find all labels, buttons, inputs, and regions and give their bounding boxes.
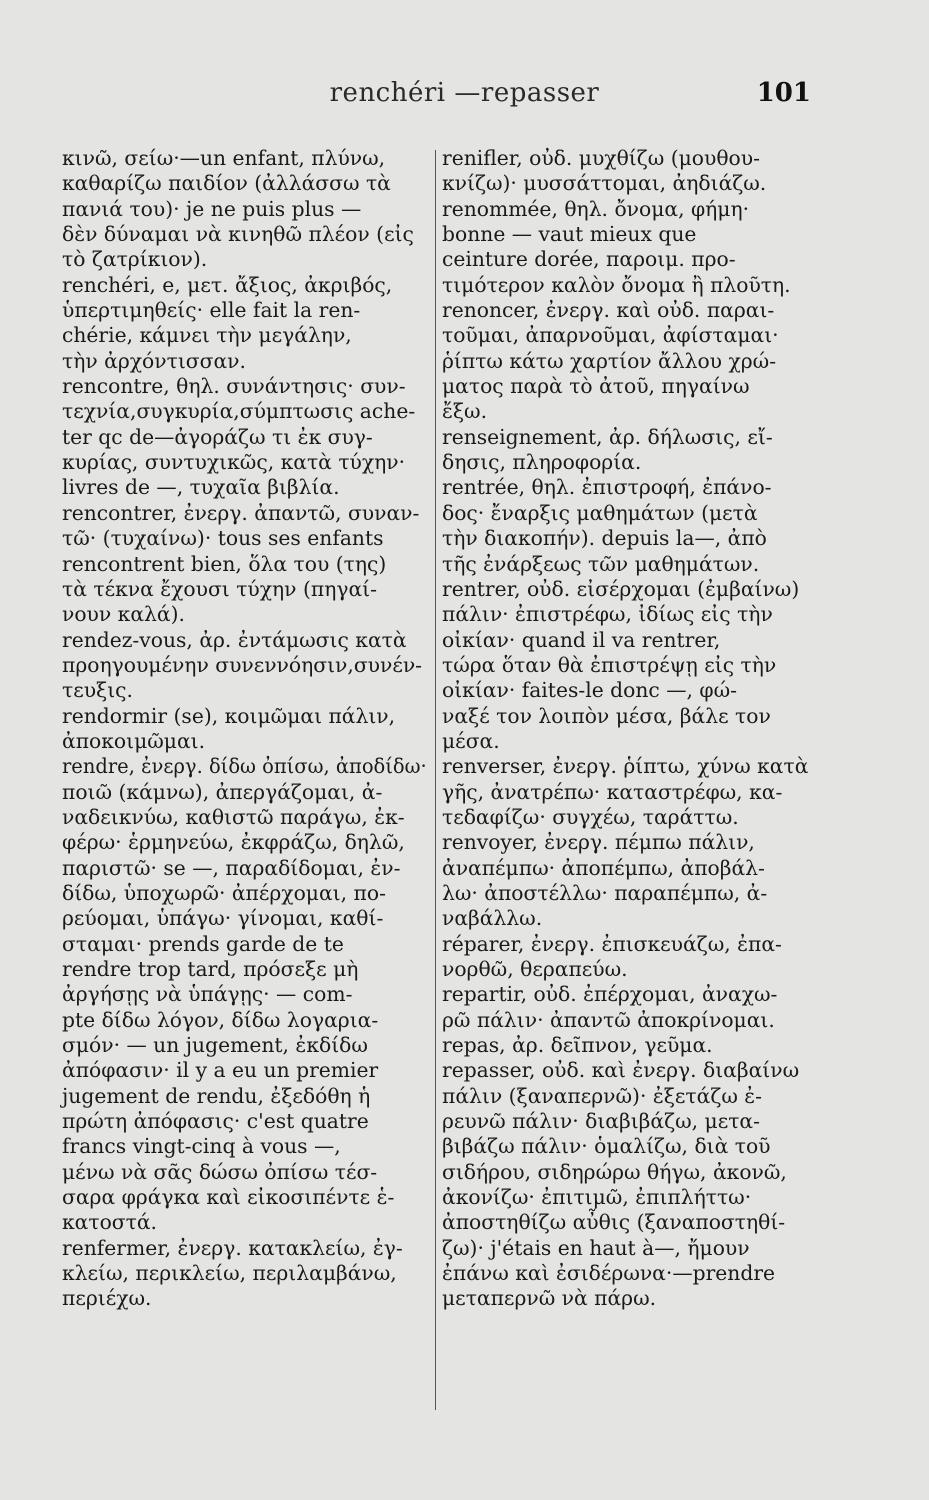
text-line: τιμότερον καλὸν ὄνομα ἢ πλοῦτη. bbox=[442, 272, 791, 297]
text-line: renverser, ἐνεργ. ῥίπτω, χύνω κατὰ bbox=[442, 754, 809, 779]
page-number: 101 bbox=[756, 78, 811, 108]
column-divider bbox=[435, 150, 436, 1410]
text-line: φέρω· ἑρμηνεύω, ἐκφράζω, δηλῶ, bbox=[62, 830, 405, 855]
text-line: τῶ· (τυχαίνω)· tous ses enfants bbox=[62, 526, 384, 551]
text-line: παριστῶ· se —, παραδίδομαι, ἐν- bbox=[62, 855, 401, 880]
right-column bbox=[442, 146, 822, 1312]
text-line: τευξις. bbox=[62, 678, 133, 703]
text-line: chérie, κάμνει τὴν μεγάλην, bbox=[62, 323, 352, 348]
text-line: repas, ἀρ. δεῖπνον, γεῦμα. bbox=[442, 1033, 713, 1058]
text-line: rendre, ἐνεργ. δίδω ὀπίσω, ἀποδίδω· bbox=[62, 754, 427, 779]
text-line: ἀναπέμπω· ἀποπέμπω, ἀποβάλ- bbox=[442, 855, 765, 880]
text-line: νορθῶ, θεραπεύω. bbox=[442, 957, 628, 981]
text-line: τὰ τέκνα ἔχουσι τύχην (πηγαί- bbox=[62, 576, 377, 601]
text-line: ἀπόφασιν· il y a eu un premier bbox=[62, 1058, 379, 1083]
text-line: rencontrent bien, ὅλα του (της) bbox=[62, 551, 387, 576]
text-line: ναδεικνύω, καθιστῶ παράγω, ἐκ- bbox=[62, 804, 405, 829]
text-line: repartir, οὐδ. ἐπέρχομαι, ἀναχω- bbox=[442, 982, 778, 1007]
text-line: ρεύομαι, ὑπάγω· γίνομαι, καθί- bbox=[62, 906, 384, 931]
text-line: ρῶ πάλιν· ἀπαντῶ ἀποκρίνομαι. bbox=[442, 1007, 775, 1032]
text-line: τὴν διακοπήν). depuis la—, ἀπὸ bbox=[442, 526, 767, 551]
text-line: τοῦμαι, ἀπαρνοῦμαι, ἀφίσταμαι· bbox=[442, 323, 779, 348]
text-line: renchéri, e, μετ. ἄξιος, ἀκριβός, bbox=[62, 272, 393, 297]
text-line: πανιά του)· je ne puis plus — bbox=[62, 196, 362, 221]
text-line: νουν καλά). bbox=[62, 602, 185, 627]
text-line: bonne — vaut mieux que bbox=[442, 222, 697, 247]
text-line: καθαρίζω παιδίον (ἀλλάσσω τὰ bbox=[62, 171, 391, 196]
text-line: μέσα. bbox=[442, 728, 500, 753]
text-line: ζω)· j'étais en haut à—, ἤμουν bbox=[442, 1235, 750, 1260]
text-line: rentrée, θηλ. ἐπιστροφή, ἐπάνο- bbox=[442, 475, 772, 500]
text-line: τεδαφίζω· συγχέω, ταράττω. bbox=[442, 804, 739, 829]
text-line: κνίζω)· μυσσάττομαι, ἀηδιάζω. bbox=[442, 171, 767, 196]
text-line: renfermer, ἐνεργ. κατακλείω, ἐγ- bbox=[62, 1235, 403, 1260]
text-line: δὲν δύναμαι νὰ κινηθῶ πλέον (εἰς bbox=[62, 222, 414, 247]
text-line: δησις, πληροφορία. bbox=[442, 450, 642, 475]
text-line: σιδήρου, σιδηρώρω θήγω, ἀκονῶ, bbox=[442, 1159, 787, 1184]
text-line: ναβάλλω. bbox=[442, 906, 543, 931]
text-line: ῥίπτω κάτω χαρτίον ἄλλου χρώ- bbox=[442, 348, 777, 373]
text-line: δίδω, ὑποχωρῶ· ἀπέρχομαι, πο- bbox=[62, 880, 386, 905]
text-line: rentrer, οὐδ. εἰσέρχομαι (ἐμβαίνω) bbox=[442, 576, 800, 601]
text-line: πρώτη ἀπόφασις· c'est quatre bbox=[62, 1109, 369, 1134]
text-line: γῆς, ἀνατρέπω· καταστρέφω, κα- bbox=[442, 779, 783, 804]
text-line: réparer, ἐνεργ. ἐπισκευάζω, ἐπα- bbox=[442, 931, 782, 956]
text-line: τὴν ἀρχόντισσαν. bbox=[62, 348, 246, 373]
text-line: ὑπερτιμηθείς· elle fait la ren- bbox=[62, 298, 361, 323]
text-line: francs vingt-cinq à vous —, bbox=[62, 1134, 341, 1159]
text-line: σταμαι· prends garde de te bbox=[62, 931, 344, 956]
left-column bbox=[62, 146, 427, 1312]
text-line: λω· ἀποστέλλω· παραπέμπω, ἀ- bbox=[442, 880, 768, 905]
text-line: κλείω, περικλείω, περιλαμβάνω, bbox=[62, 1261, 397, 1286]
text-line: jugement de rendu, ἐξεδόθη ἡ bbox=[62, 1083, 371, 1108]
text-line: ἀποστηθίζω αὖθις (ξαναποστηθί- bbox=[442, 1210, 786, 1235]
text-line: ἐπάνω καὶ ἐσιδέρωνα·—prendre bbox=[442, 1261, 776, 1286]
text-line: ἔξω. bbox=[442, 399, 488, 424]
text-line: πάλιν (ξαναπερνῶ)· ἐξετάζω ἐ- bbox=[442, 1083, 763, 1108]
text-line: μεταπερνῶ νὰ πάρω. bbox=[442, 1286, 657, 1311]
text-line: repasser, οὐδ. καὶ ἐνεργ. διαβαίνω bbox=[442, 1058, 800, 1083]
text-line: προηγουμένην συνεννόησιν,συνέν- bbox=[62, 652, 423, 677]
text-line: ter qc de—ἀγοράζω τι ἐκ συγ- bbox=[62, 424, 373, 449]
text-line: pte δίδω λόγον, δίδω λογαρια- bbox=[62, 1007, 379, 1032]
text-line: renifler, οὐδ. μυχθίζω (μουθου- bbox=[442, 146, 760, 170]
text-line: rendormir (se), κοιμῶμαι πάλιν, bbox=[62, 703, 396, 728]
text-line: περιέχω. bbox=[62, 1286, 152, 1311]
text-line: οἰκίαν· faites-le donc —, φώ- bbox=[442, 678, 737, 703]
running-head: renchéri —repasser bbox=[329, 78, 600, 108]
text-line: ἀκονίζω· ἐπιτιμῶ, ἐπιπλήττω· bbox=[442, 1185, 752, 1210]
text-line: πάλιν· ἐπιστρέφω, ἰδίως εἰς τὴν bbox=[442, 602, 773, 627]
text-line: τῆς ἐνάρξεως τῶν μαθημάτων. bbox=[442, 551, 760, 576]
text-line: κινῶ, σείω·—un enfant, πλύνω, bbox=[62, 146, 386, 170]
text-line: ποιῶ (κάμνω), ἀπεργάζομαι, ἀ- bbox=[62, 779, 383, 804]
text-line: τὸ ζατρίκιον). bbox=[62, 247, 208, 272]
text-line: ναξέ τον λοιπὸν μέσα, βάλε τον bbox=[442, 703, 771, 728]
text-line: βιβάζω πάλιν· ὁμαλίζω, διὰ τοῦ bbox=[442, 1134, 771, 1159]
text-line: κατοστά. bbox=[62, 1210, 158, 1235]
text-line: σαρα φράγκα καὶ εἰκοσιπέντε ἑ- bbox=[62, 1185, 395, 1210]
text-line: κυρίας, συντυχικῶς, κατὰ τύχην· bbox=[62, 450, 406, 475]
text-line: renseignement, ἀρ. δήλωσις, εἴ- bbox=[442, 424, 773, 449]
text-line: οἰκίαν· quand il va rentrer, bbox=[442, 627, 721, 652]
text-line: τώρα ὅταν θὰ ἐπιστρέψῃ εἰς τὴν bbox=[442, 652, 777, 677]
text-line: rendez-vous, ἀρ. ἐντάμωσις κατὰ bbox=[62, 627, 407, 652]
text-line: σμόν· — un jugement, ἐκδίδω bbox=[62, 1033, 368, 1058]
text-line: ἀργήσῃς νὰ ὑπάγῃς· — com- bbox=[62, 982, 353, 1007]
text-line: rencontre, θηλ. συνάντησις· συν- bbox=[62, 374, 406, 399]
text-line: ρευνῶ πάλιν· διαβιβάζω, μετα- bbox=[442, 1109, 760, 1134]
text-line: τεχνία,συγκυρία,σύμπτωσις ache- bbox=[62, 399, 416, 424]
text-line: rencontrer, ἐνεργ. ἀπαντῶ, συναν- bbox=[62, 500, 420, 525]
text-line: μένω νὰ σᾶς δώσω ὀπίσω τέσ- bbox=[62, 1159, 378, 1184]
page-header bbox=[0, 78, 929, 118]
text-line: renoncer, ἐνεργ. καὶ οὐδ. παραι- bbox=[442, 298, 775, 323]
text-line: δος· ἔναρξις μαθημάτων (μετὰ bbox=[442, 500, 758, 525]
text-line: rendre trop tard, πρόσεξε μὴ bbox=[62, 957, 359, 981]
text-line: ἀποκοιμῶμαι. bbox=[62, 728, 206, 753]
text-line: renvoyer, ἐνεργ. πέμπω πάλιν, bbox=[442, 830, 755, 855]
text-line: ματος παρὰ τὸ ἀτοῦ, πηγαίνω bbox=[442, 374, 750, 399]
text-line: ceinture dorée, παροιμ. προ- bbox=[442, 247, 736, 272]
text-line: livres de —, τυχαῖα βιβλία. bbox=[62, 475, 340, 500]
text-line: renommée, θηλ. ὄνομα, φήμη· bbox=[442, 196, 750, 221]
